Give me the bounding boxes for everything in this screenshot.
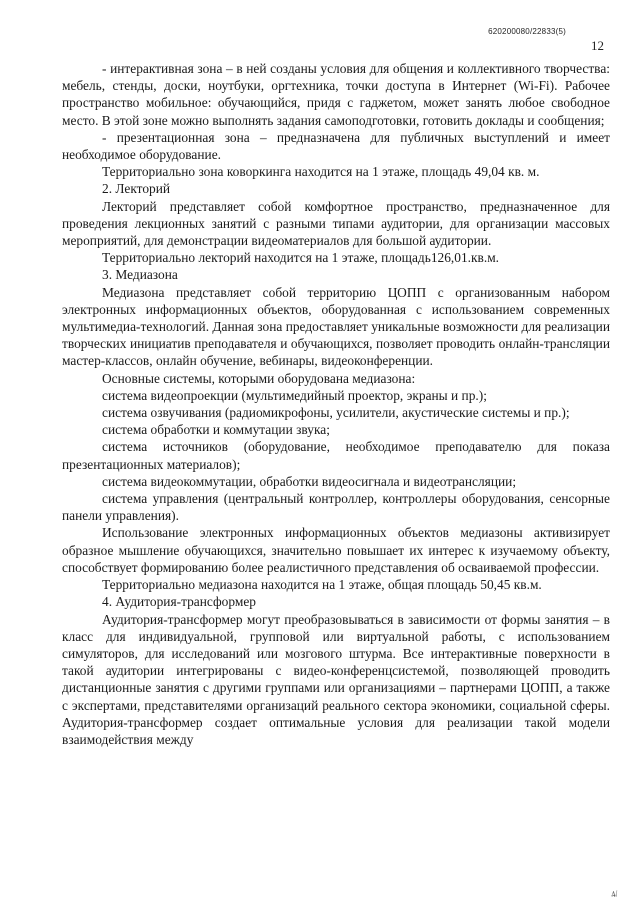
paragraph-mediazone: Медиазона представляет собой территорию ЦОПП с организованным набором электронных информационных объектов, оборудованная с использованием современных мультимедиа-технологий. Данная зона предоставляет уникальные возможности для реализации творческих инициатив преподавателя и обучающихся, позволяет проводить онлайн-трансляции мастер-классов, онлайн обучение, вебинары, видеоконференции. [62, 284, 610, 369]
paragraph-lecture-hall: Лекторий представляет собой комфортное пространство, предназначенное для проведения лекционных занятий с разными типами аудитории, для организации массовых мероприятий, для демонстрации видеоматериалов для большой аудитории. [62, 198, 610, 249]
paragraph-mediazone-area: Территориально медиазона находится на 1 этаже, общая площадь 50,45 кв.м. [102, 577, 542, 593]
page-number: 12 [591, 38, 604, 53]
paragraph-media-usage: Использование электронных информационных объектов медиазоны активизирует образное мышление обучающихся, значительно повышает их интерес к изучаемому объекту, способствует формированию более реалистичного представления об осваиваемой профессии. [62, 525, 610, 575]
list-item-video-switching: система видеокоммутации, обработки видеосигнала и видеотрансляции; [102, 473, 517, 489]
document-code: 620200080/22833(5) [488, 27, 566, 36]
paragraph-interactive-zone: - интерактивная зона – в ней созданы условия для общения и коллективного творчества: мебель, стенды, доски, ноутбуки, оргтехника, точки доступа в Интернет (Wi-Fi). Рабочее пространство мобильное: обучающийся, придя с гаджетом, может занять любое свободное место. В этой зоне можно выполнять задания самоподготовки, готовить доклады и сообщения; [62, 61, 610, 128]
paragraph-presentation-zone: - презентационная зона – предназначена для публичных выступлений и имеет необходимое оборудование. [62, 129, 610, 163]
corner-handwritten-mark: 4/ [609, 888, 620, 900]
paragraph-transformer-room: Аудитория-трансформер могут преобразовываться в зависимости от формы занятия – в класс для индивидуальной, групповой или виртуальной работы, с использованием симуляторов, для исследований или мозгового штурма. Все интерактивные поверхности в такой аудитории интегрированы с видео-конференцсистемой, позволяющей проводить дистанционные занятия с другими группами или организациями – партнерами ЦОПП, а также с экспертами, представителями организаций реального сектора экономики, социальной сферы. Аудитория-трансформер создает оптимальные условия для реализации такой модели взаимодействия между [62, 611, 610, 747]
paragraph-systems-intro: Основные системы, которыми оборудована медиазона: [102, 370, 416, 386]
paragraph-coworking-area: Территориально зона коворкинга находится на 1 этаже, площадь 49,04 кв. м. [102, 164, 540, 180]
section-heading-transformer-room: 4. Аудитория-трансформер [102, 594, 256, 610]
list-item-sources: система источников (оборудование, необходимое преподавателю для показа презентационных материалов); [62, 439, 610, 472]
list-item-sound-system: система озвучивания (радиомикрофоны, усилители, акустические системы и пр.); [102, 405, 570, 421]
list-item-sound-processing: система обработки и коммутации звука; [102, 422, 330, 438]
paragraph-lecture-hall-area: Территориально лекторий находится на 1 этаже, площадь126,01.кв.м. [102, 250, 500, 266]
section-heading-lecture-hall: 2. Лекторий [102, 181, 171, 197]
section-heading-mediazone: 3. Медиазона [102, 267, 178, 283]
list-item-control-system: система управления (центральный контроллер, контроллеры оборудования, сенсорные панели управления). [62, 491, 610, 524]
document-body [62, 60, 610, 748]
list-item-video-projection: система видеопроекции (мультимедийный проектор, экраны и пр.); [102, 387, 487, 403]
